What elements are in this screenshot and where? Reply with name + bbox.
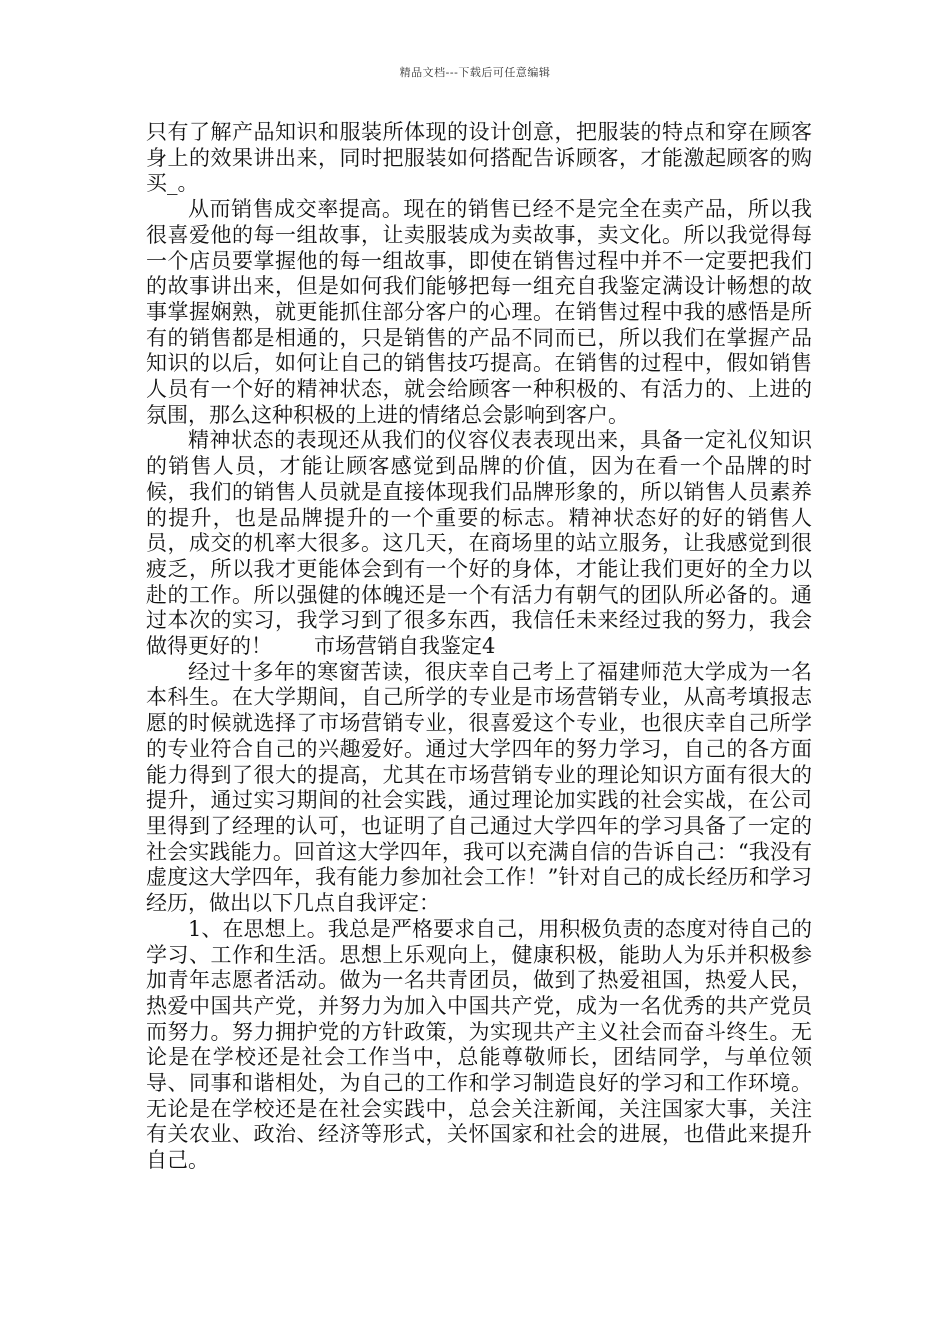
paragraph-5: 1、在思想上。我总是严格要求自己，用积极负责的态度对待自己的学习、工作和生活。思想上乐观向上，健康积极，能助人为乐并积极参加青年志愿者活动。做为一名共青团员，做到了热爱祖国，热爱人民，热爱中国共产党，并努力为加入中国共产党，成为一名优秀的共产党员而努力。努力拥护党的方针政策，为实现共产主义社会而奋斗终生。无论是在学校还是社会工作当中，总能尊敬师长，团结同学，与单位领导、同事和谐相处，为自己的工作和学习制造良好的学习和工作环境。无论是在学校还是在社会实践中，总会关注新闻，关注国家大事，关注有关农业、政治、经济等形式，关怀国家和社会的进展，也借此来提升自己。	[146, 916, 812, 1173]
document-body	[146, 120, 812, 1174]
paragraph-4: 经过十多年的寒窗苦读，很庆幸自己考上了福建师范大学成为一名本科生。在大学期间，自己所学的专业是市场营销专业，从高考填报志愿的时候就选择了市场营销专业，很喜爱这个专业，也很庆幸自己所学的专业符合自己的兴趣爱好。通过大学四年的努力学习，自己的各方面能力得到了很大的提高，尤其在市场营销专业的理论知识方面有很大的提升，通过实习期间的社会实践，通过理论加实践的社会实战，在公司里得到了经理的认可，也证明了自己通过大学四年的学习具备了一定的社会实践能力。回首这大学四年，我可以充满自信的告诉自己：“我没有虚度这大学四年，我有能力参加社会工作！”针对自己的成长经历和学习经历，做出以下几点自我评定：	[146, 659, 812, 916]
paragraph-1: 只有了解产品知识和服装所体现的设计创意，把服装的特点和穿在顾客身上的效果讲出来，同时把服装如何搭配告诉顾客，才能激起顾客的购买_。	[146, 120, 812, 196]
paragraph-3: 精神状态的表现还从我们的仪容仪表表现出来，具备一定礼仪知识的销售人员，才能让顾客感觉到品牌的价值，因为在看一个品牌的时候，我们的销售人员就是直接体现我们品牌形象的，所以销售人员素养的提升，也是品牌提升的一个重要的标志。精神状态好的好的销售人员，成交的机率大很多。这几天，在商场里的站立服务，让我感觉到很疲乏，所以我才更能体会到有一个好的身体，才能让我们更好的全力以赴的工作。所以强健的体魄还是一个有活力有朝气的团队所必备的。通过本次的实习，我学习到了很多东西，我信任未来经过我的努力，我会做得更好的！ 市场营销自我鉴定4	[146, 428, 812, 659]
page-header: 精品文档---下载后可任意编辑	[399, 66, 551, 79]
paragraph-2: 从而销售成交率提高。现在的销售已经不是完全在卖产品，所以我很喜爱他的每一组故事，让卖服装成为卖故事，卖文化。所以我觉得每一个店员要掌握他的每一组故事，即使在销售过程中并不一定要把我们的故事讲出来，但是如何我们能够把每一组充自我鉴定满设计畅想的故事掌握娴熟，就更能抓住部分客户的心理。在销售过程中我的感悟是所有的销售都是相通的，只是销售的产品不同而已，所以我们在掌握产品知识的以后，如何让自己的销售技巧提高。在销售的过程中，假如销售人员有一个好的精神状态，就会给顾客一种积极的、有活力的、上进的氛围，那么这种积极的上进的情绪总会影响到客户。	[146, 197, 812, 427]
